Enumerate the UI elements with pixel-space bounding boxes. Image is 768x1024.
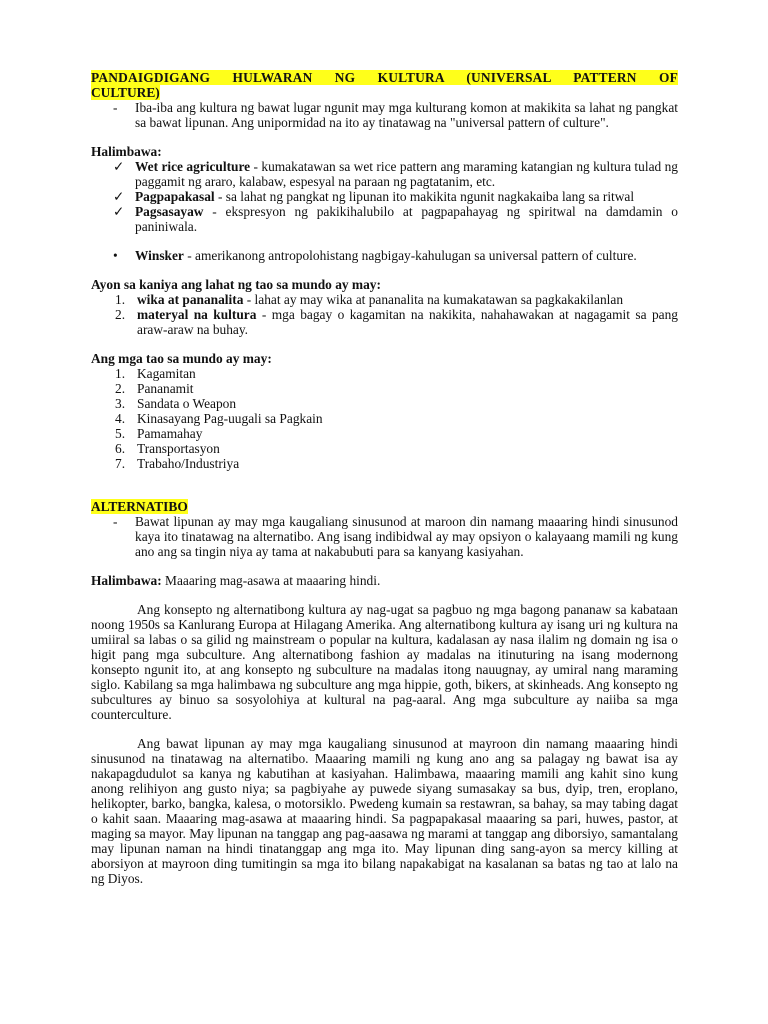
item-text: Sandata o Weapon: [137, 396, 237, 411]
bullet-item: [91, 248, 678, 263]
example-text: Maaaring mag-asawa at maaaring hindi.: [161, 573, 381, 588]
dash-marker: -: [113, 514, 118, 529]
item-term: materyal na kultura: [137, 307, 257, 322]
check-item: [91, 159, 678, 189]
bullet-term: Winsker: [135, 248, 184, 263]
numbered-item: [91, 396, 678, 411]
item-term: wika at pananalita: [137, 292, 244, 307]
dash-marker: -: [113, 100, 118, 115]
item-number: 4.: [115, 411, 126, 426]
item-text: Kinasayang Pag-uugali sa Pagkain: [137, 411, 323, 426]
dash-text: Bawat lipunan ay may mga kaugaliang sinusunod at maroon din namang maaaring hindi sinusunod kaya ito tinatawag na alternatibo. Ang isang indibidwal ay may opsiyon o kalayaang mamili ng kung ano ang sa tingin niya ay tama at nakabubuti para sa kanyang kasiyahan.: [135, 514, 678, 559]
numbered-item: [91, 426, 678, 441]
check-item: [91, 204, 678, 234]
checkmark-icon: ✓: [113, 159, 125, 174]
numbered-item: [91, 307, 678, 337]
numbered-item: [91, 366, 678, 381]
numbered-item: [91, 441, 678, 456]
check-desc: - sa lahat ng pangkat ng lipunan ito makikita ngunit nagkakaiba lang sa ritwal: [214, 189, 635, 204]
ayon-heading: Ayon sa kaniya ang lahat ng tao sa mundo ay may:: [91, 277, 381, 292]
document-body: [91, 70, 678, 886]
section-title-alternatibo: [91, 499, 678, 514]
item-number: 1.: [115, 292, 126, 307]
checkmark-icon: ✓: [113, 204, 125, 219]
section-title-universal-cont: [91, 85, 678, 100]
numbered-item: [91, 381, 678, 396]
check-item: [91, 189, 678, 204]
check-term: Pagsasayaw: [135, 204, 204, 219]
title-line-1: PANDAIGDIGANG HULWARAN NG KULTURA (UNIVERSAL PATTERN OF: [91, 70, 678, 85]
item-text: Transportasyon: [137, 441, 220, 456]
item-number: 7.: [115, 456, 126, 471]
paragraph-2: Ang bawat lipunan ay may mga kaugaliang sinusunod at mayroon din namang maaaring hindi sinusunod na tinatawag na alternatibo. Maaaring mamili ng kung ano ang sa palagay ng bawat isa ay nakapagdudulot sa kanya ng kabutihan at kasiyahan. Halimbawa, maaaring mamili ang kahit sino kung anong relihiyon ang gusto niya; sa pagbiyahe ay puwede siyang sumasakay sa bus, dyip, tren, eroplano, helikopter, barko, bangka, kalesa, o motorsiklo. Pwedeng kumain sa restawran, sa bahay, sa may tabing dagat o kahit saan. Maaaring mag-asawa at maaaring hindi. Sa pagpapakasal maaaring sa pari, huwes, pastor, at maging sa mayor. May lipunan na tanggap ang pag-aasawa ng marami at tanggap ang diborsiyo, samantalang may lipunan naman na hindi tinatanggap ang mga ito. May lipunan ding sang-ayon sa mercy killing at aborsiyon at mayroon ding tumitingin sa mga ito bilang napakabigat na kasalanan sa batas ng tao at lalo na ng Diyos.: [91, 736, 678, 886]
ang-heading: Ang mga tao sa mundo ay may:: [91, 351, 272, 366]
dash-text: Iba-iba ang kultura ng bawat lugar ngunit may mga kulturang komon at makikita sa lahat ng pangkat sa bawat lipunan. Ang unipormidad na ito ay tinatawag na "universal pattern of culture".: [135, 100, 678, 130]
numbered-item: [91, 456, 678, 471]
example-label: Halimbawa:: [91, 573, 162, 588]
title-line-2: CULTURE): [91, 85, 160, 100]
examples-heading: Halimbawa:: [91, 144, 162, 159]
item-number: 2.: [115, 381, 126, 396]
alternatibo-title-text: ALTERNATIBO: [91, 499, 188, 514]
check-desc: - ekspresyon ng pakikihalubilo at pagpapahayag ng spiritwal na damdamin o paniniwala.: [135, 204, 678, 234]
item-number: 2.: [115, 307, 126, 322]
numbered-item: [91, 411, 678, 426]
dash-item: [91, 514, 678, 559]
item-desc: - lahat ay may wika at pananalita na kumakatawan sa pagkakakilanlan: [243, 292, 624, 307]
check-term: Wet rice agriculture: [135, 159, 251, 174]
item-text: Pamamahay: [137, 426, 203, 441]
check-desc: - kumakatawan sa wet rice pattern ang maraming katangian ng kultura tulad ng paggamit ng araro, kalabaw, espesyal na paraan ng pagtatanim, etc.: [135, 159, 678, 189]
item-desc: - mga bagay o kagamitan na nakikita, nahahawakan at nagagamit sa pang araw-araw na buhay.: [137, 307, 679, 337]
bullet-icon: •: [113, 248, 118, 263]
item-number: 3.: [115, 396, 126, 411]
item-text: Trabaho/Industriya: [137, 456, 240, 471]
bullet-desc: - amerikanong antropolohistang nagbigay-kahulugan sa universal pattern of culture.: [183, 248, 637, 263]
numbered-item: [91, 292, 678, 307]
item-text: Kagamitan: [137, 366, 196, 381]
item-number: 1.: [115, 366, 126, 381]
checkmark-icon: ✓: [113, 189, 125, 204]
item-number: 6.: [115, 441, 126, 456]
check-term: Pagpapakasal: [135, 189, 215, 204]
dash-item: [91, 100, 678, 130]
item-text: Pananamit: [137, 381, 194, 396]
paragraph-1: Ang konsepto ng alternatibong kultura ay nag-ugat sa pagbuo ng mga bagong pananaw sa kabataan noong 1950s sa Kanlurang Europa at Hilagang Amerika. Ang alternatibong kultura ay isang uri ng kultura na umiiral sa labas o sa gilid ng mainstream o popular na kultura, kadalasan ay nasa ilalim ng domain ng isa o higit pang mga subculture. Ang alternatibong fashion ay madalas na itinuturing na isang modernong konsepto ngunit ito, at ang konsepto ng subculture na madalas itong nauugnay, ay umiral nang maraming siglo. Kabilang sa mga halimbawa ng subculture ang mga hippie, goth, bikers, at skinheads. Ang konsepto ng subcultures ay binuo sa sosyolohiya at kultural na pag-aaral. Ang mga subculture ay naiiba sa mga counterculture.: [91, 602, 678, 722]
section-title-universal: [91, 70, 678, 85]
example-line: [91, 573, 678, 588]
item-number: 5.: [115, 426, 126, 441]
